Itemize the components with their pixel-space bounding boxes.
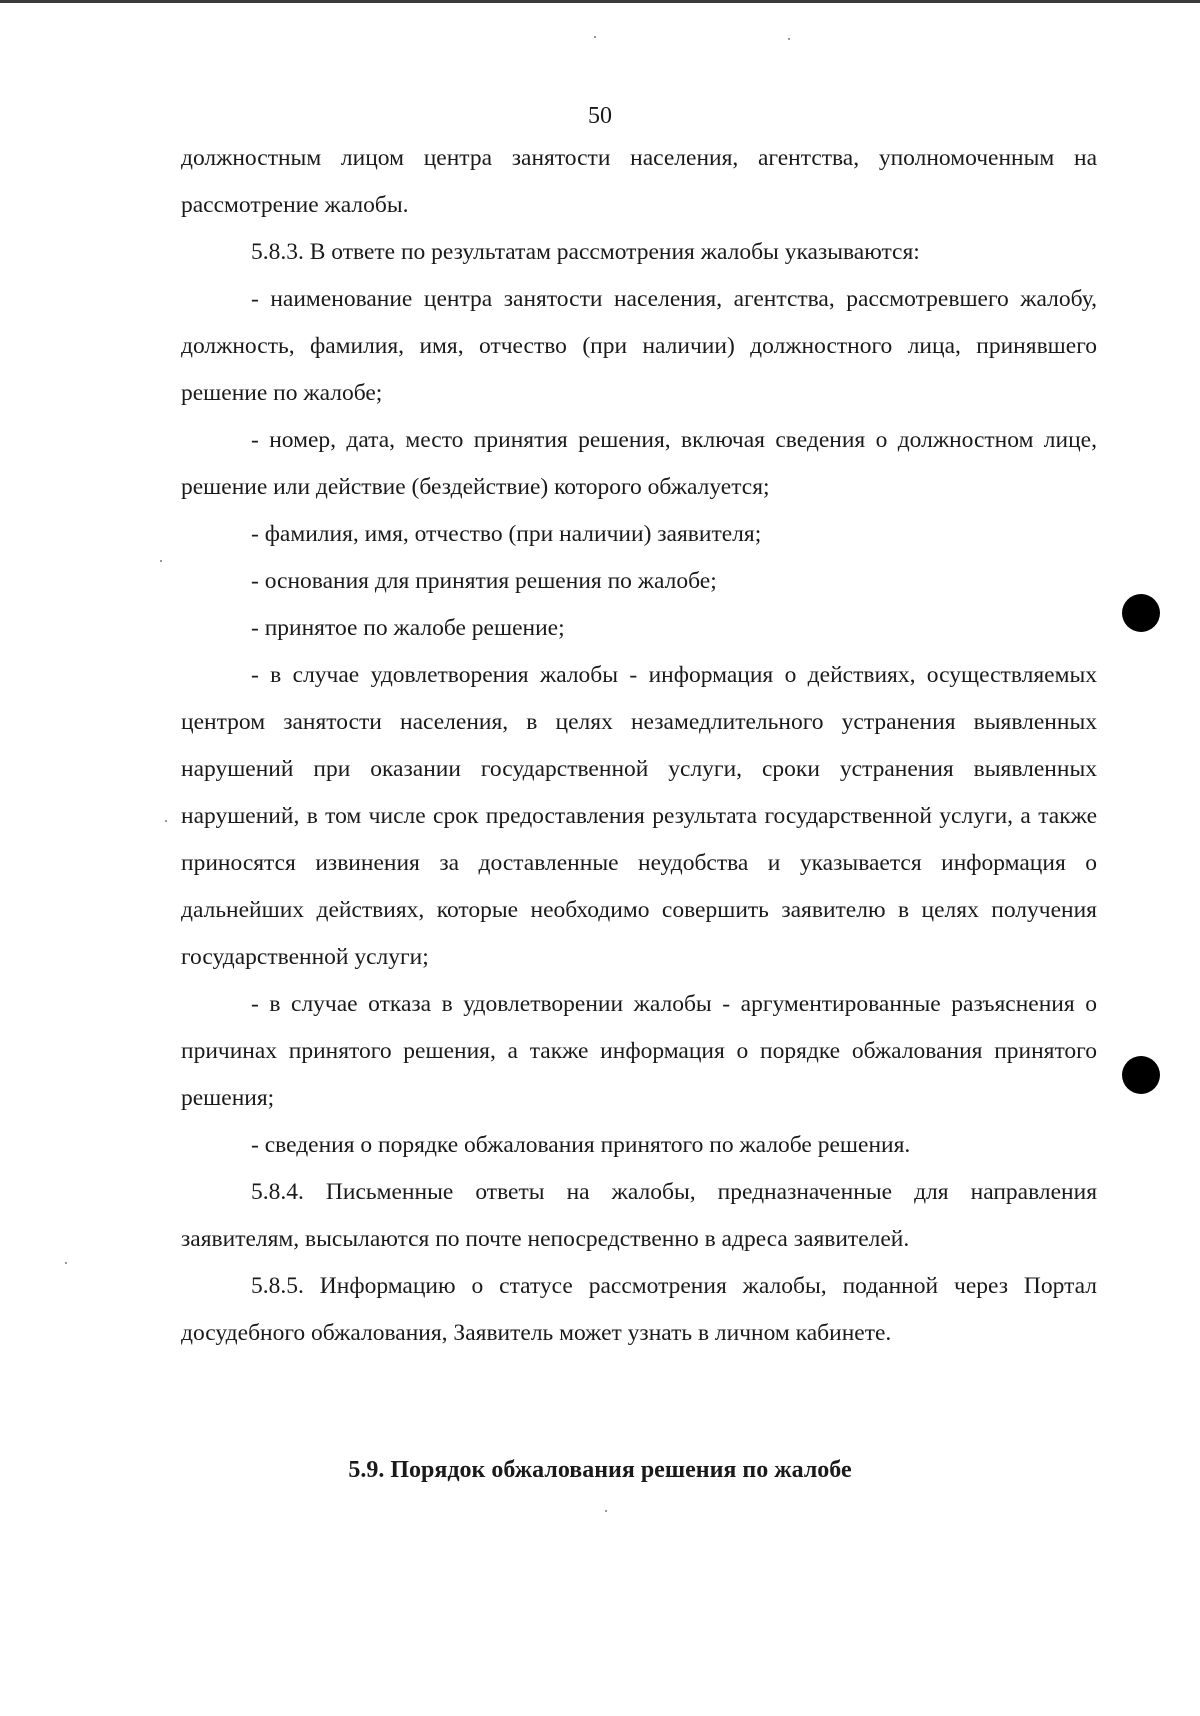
page-top-border	[0, 0, 1200, 3]
punch-hole-mark	[1122, 1056, 1160, 1094]
paragraph: должностным лицом центра занятости населения, агентства, уполномоченным на рассмотрение жалобы.	[181, 145, 1097, 218]
scan-speck	[605, 1510, 607, 1512]
paragraph: 5.8.4. Письменные ответы на жалобы, предназначенные для направления заявителям, высылаются по почте непосредственно в адреса заявителей.	[181, 1179, 1097, 1252]
list-item: - в случае удовлетворения жалобы - информация о действиях, осуществляемых центром занятости населения, в целях незамедлительного устранения выявленных нарушений при оказании государственной услуги, сроки устранения выявленных нарушений, в том числе срок предоставления результата государственной услуги, а также приносятся извинения за доставленные неудобства и указывается информация о дальнейших действиях, которые необходимо совершить заявителю в целях получения государственной услуги;	[181, 662, 1097, 970]
page-number: 50	[588, 103, 612, 129]
punch-hole-mark	[1122, 594, 1160, 632]
scan-speck	[165, 820, 167, 822]
paragraph: 5.8.5. Информацию о статусе рассмотрения жалобы, поданной через Портал досудебного обжалования, Заявитель может узнать в личном кабинете.	[181, 1273, 1097, 1346]
list-item: - номер, дата, место принятия решения, включая сведения о должностном лице, решение или действие (бездействие) которого обжалуется;	[181, 427, 1097, 500]
scan-speck	[160, 560, 162, 562]
list-item: - принятое по жалобе решение;	[251, 615, 565, 641]
list-item: - фамилия, имя, отчество (при наличии) заявителя;	[251, 521, 762, 547]
scan-speck	[65, 1262, 67, 1264]
paragraph: 5.8.3. В ответе по результатам рассмотрения жалобы указываются:	[251, 239, 920, 265]
scan-speck	[788, 38, 790, 40]
section-heading: 5.9. Порядок обжалования решения по жалобе	[348, 1457, 852, 1483]
scan-speck	[594, 36, 596, 38]
list-item: - в случае отказа в удовлетворении жалобы - аргументированные разъяснения о причинах принятого решения, а также информация о порядке обжалования принятого решения;	[181, 991, 1097, 1111]
list-item: - основания для принятия решения по жалобе;	[251, 568, 717, 594]
document-body	[181, 135, 1097, 1357]
list-item: - наименование центра занятости населения, агентства, рассмотревшего жалобу, должность, фамилия, имя, отчество (при наличии) должностного лица, принявшего решение по жалобе;	[181, 286, 1097, 406]
list-item: - сведения о порядке обжалования принятого по жалобе решения.	[251, 1132, 911, 1158]
